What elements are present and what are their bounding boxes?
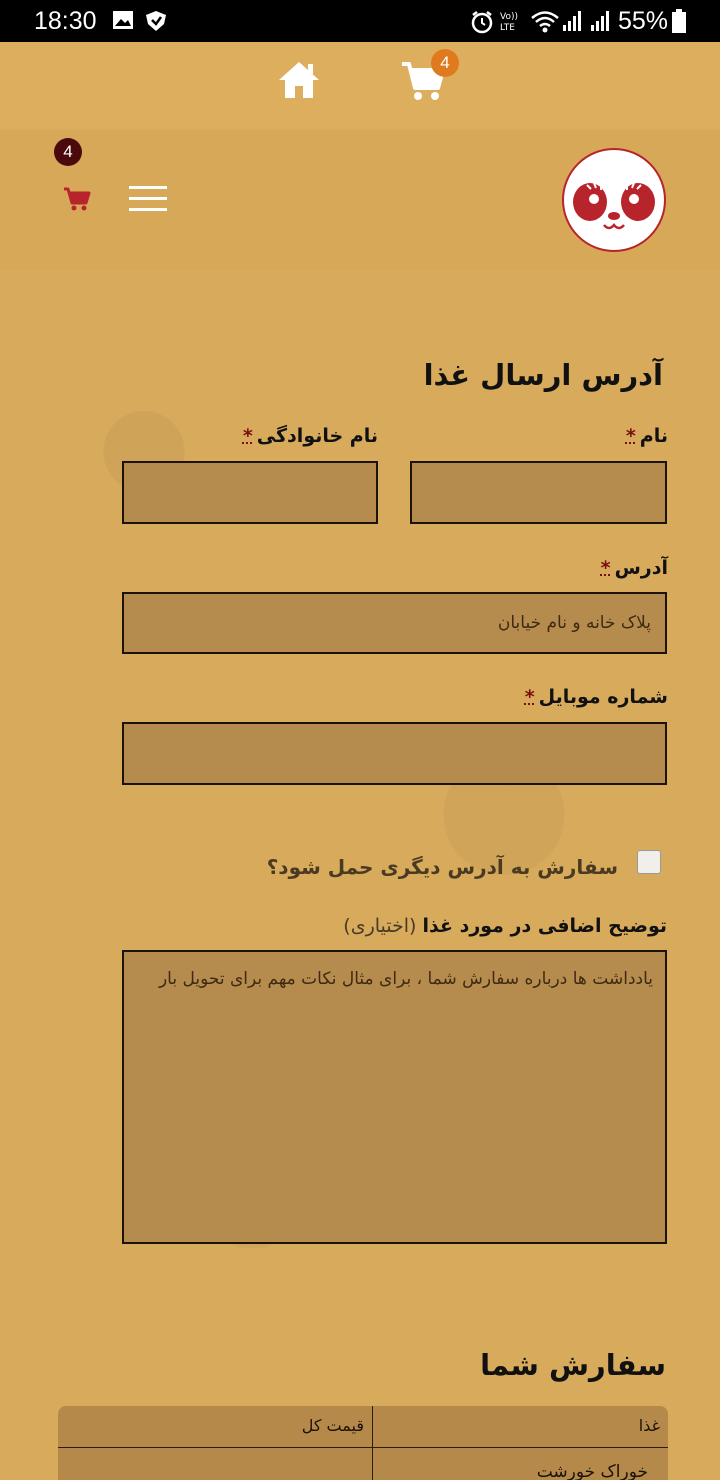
hamburger-menu-icon[interactable] [129,185,167,213]
shield-icon [144,10,168,36]
order-notes-field[interactable] [122,950,667,1244]
required-mark: * [524,686,535,708]
checkout-content [0,270,720,1480]
first-name-label-text: نام [639,425,668,447]
home-icon[interactable] [277,60,321,104]
required-mark: * [600,557,611,579]
address-label-text: آدرس [614,557,668,579]
order-table [58,1406,668,1480]
order-notes-textarea[interactable] [124,952,665,1242]
first-name-label [626,425,668,447]
mobile-field[interactable] [122,722,667,785]
mobile-label-text: شماره موبایل [538,686,668,708]
site-header [0,130,720,270]
required-mark: * [625,425,636,447]
site-logo[interactable] [561,147,667,257]
table-row: خوراک خورشت [536,1462,648,1480]
required-mark: * [242,425,253,447]
svg-text:LTE: LTE [500,23,515,33]
status-bar [0,0,720,42]
address-input[interactable] [124,594,665,652]
cart-count-badge: 4 [431,49,459,77]
last-name-label-text: نام خانوادگی [256,425,378,447]
header-cart-count-badge: 4 [54,138,82,166]
last-name-label [243,425,378,447]
order-notes-label [343,915,667,937]
battery-icon [672,9,686,37]
order-table-header-total: قیمت کل [301,1416,364,1435]
first-name-input[interactable] [412,463,665,522]
order-notes-label-text: توضیح اضافی در مورد غذا [422,915,667,937]
header-cart-icon[interactable] [63,186,91,216]
status-time: 18:30 [34,7,97,35]
ship-different-address-label[interactable]: سفارش به آدرس دیگری حمل شود؟ [266,855,618,879]
shipping-form-title: آدرس ارسال غذا [423,358,663,392]
last-name-field[interactable] [122,461,378,524]
order-notes-optional: (اختیاری) [343,915,417,937]
address-label [601,557,668,579]
wifi-icon [530,10,560,38]
image-icon [112,10,134,34]
top-navigation [0,42,720,130]
address-field[interactable] [122,592,667,654]
volte-icon [498,9,524,37]
signal-icon [562,10,584,36]
signal-icon [590,10,612,36]
order-title: سفارش شما [480,1348,666,1382]
svg-text:Vo)): Vo)) [500,12,518,22]
mobile-label [525,686,668,708]
mobile-input[interactable] [124,724,665,783]
last-name-input[interactable] [124,463,376,522]
alarm-icon [470,10,494,38]
first-name-field[interactable] [410,461,667,524]
order-table-header-food: غذا [638,1416,660,1435]
battery-percentage: 55% [617,7,668,35]
ship-different-address-checkbox[interactable] [637,850,661,874]
